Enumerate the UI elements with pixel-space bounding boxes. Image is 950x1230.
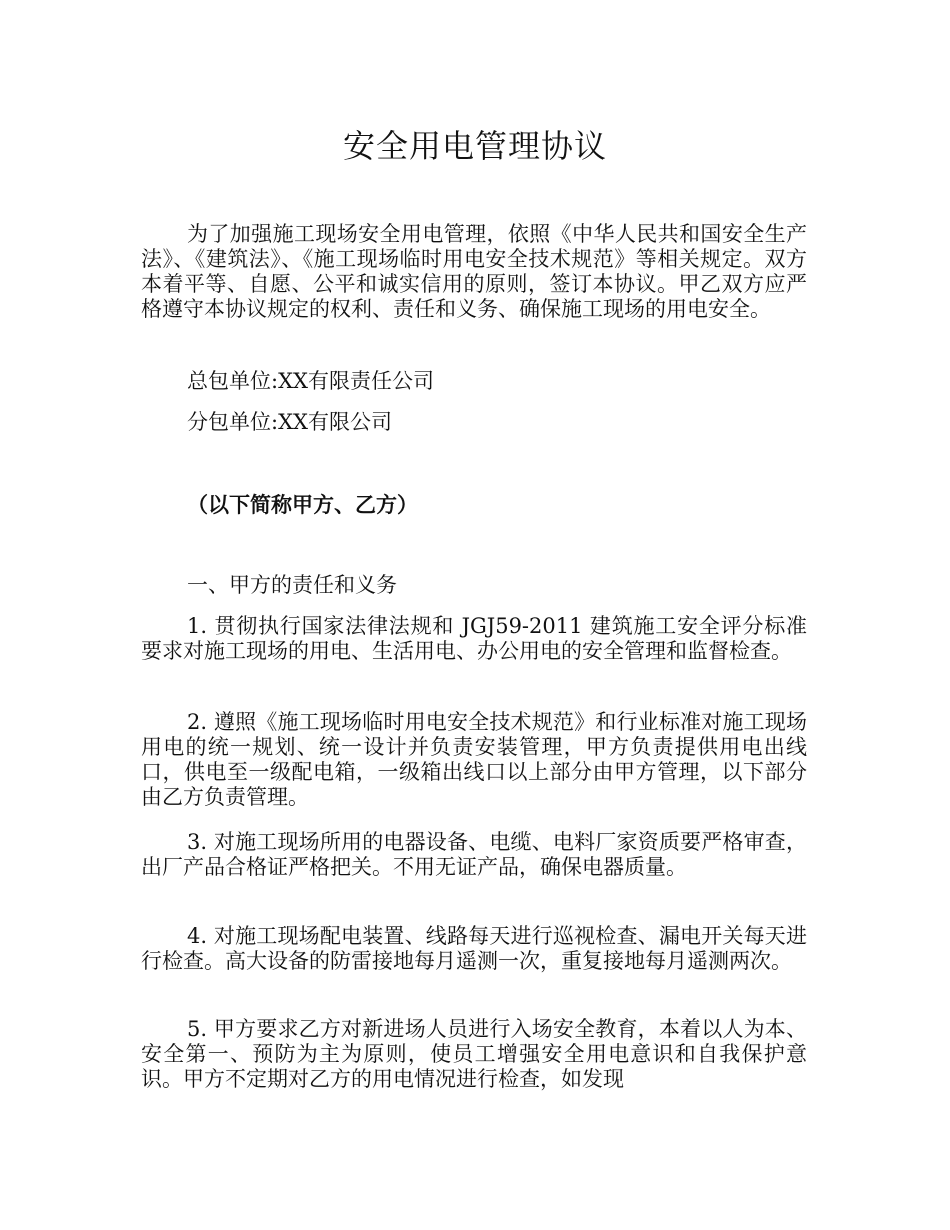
list-item: 1. 贯彻执行国家法律法规和 JGJ59-2011 建筑施工安全评分标准要求对施工现场的用电、生活用电、办公用电的安全管理和监督检查。 — [141, 614, 807, 663]
party-b-line: 分包单位:XX有限公司 — [187, 410, 392, 434]
abbreviation-note: （以下简称甲方、乙方） — [187, 492, 418, 517]
list-item: 5. 甲方要求乙方对新进场人员进行入场安全教育，本着以人为本、安全第一、预防为主为原则，使员工增强安全用电意识和自我保护意识。甲方不定期对乙方的用电情况进行检查，如发现 — [141, 1017, 807, 1091]
list-item: 3. 对施工现场所用的电器设备、电缆、电料厂家资质要严格审查，出厂产品合格证严格把关。不用无证产品，确保电器质量。 — [141, 830, 807, 879]
intro-paragraph: 为了加强施工现场安全用电管理，依照《中华人民共和国安全生产法》、《建筑法》、《施工现场临时用电安全技术规范》等相关规定。双方本着平等、自愿、公平和诚实信用的原则，签订本协议。甲乙双方应严格遵守本协议规定的权利、责任和义务、确保施工现场的用电安全。 — [141, 222, 807, 321]
section-heading-party-a-duties: 一、甲方的责任和义务 — [187, 573, 397, 597]
list-item: 4. 对施工现场配电装置、线路每天进行巡视检查、漏电开关每天进行检查。高大设备的防雷接地每月遥测一次，重复接地每月遥测两次。 — [141, 924, 807, 973]
document-title: 安全用电管理协议 — [342, 127, 607, 165]
list-item: 2. 遵照《施工现场临时用电安全技术规范》和行业标准对施工现场用电的统一规划、统一设计并负责安装管理，甲方负责提供用电出线口，供电至一级配电箱，一级箱出线口以上部分由甲方管理，以下部分由乙方负责管理。 — [141, 710, 807, 809]
party-a-line: 总包单位:XX有限责任公司 — [187, 369, 434, 393]
